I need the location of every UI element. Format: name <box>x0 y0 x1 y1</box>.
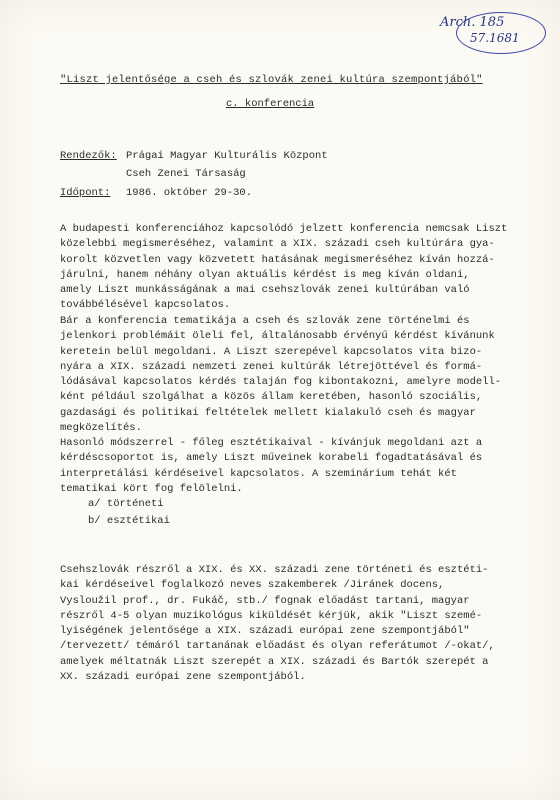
paragraph-line: tematikai kört fog felölelni. <box>60 482 243 495</box>
paragraph-line: lyiségének jelentősége a XIX. századi európai zene szempontjából" <box>60 625 470 638</box>
paragraph-line: /tervezett/ témáról tartanának előadást és olyan referátumot /-okat/, <box>60 640 495 653</box>
paragraph-line: jelenkori problémáit öleli fel, általánosabb érvényű kérdést kívánunk <box>60 330 495 343</box>
paragraph-2 <box>60 314 532 436</box>
date-label <box>60 187 110 199</box>
paragraph-line: közelebbi megismeréséhez, valamint a XIX. századi cseh kultúrára gya- <box>60 238 495 251</box>
paragraph-1 <box>60 222 532 314</box>
paragraph-line: kérdéscsoportot is, amely Liszt műveinek korabeli fogadtatásával és <box>60 452 483 465</box>
list-item-aesthetics: b/ esztétikai <box>88 515 170 527</box>
paragraph-line: kai kérdéseivel foglalkozó neves szakemberek /Jiránek docens, <box>60 579 445 592</box>
paragraph-line: amely Liszt munkásságának a mai csehszlovák zenei kultúrában való <box>60 284 470 297</box>
organizer-line-2: Cseh Zenei Társaság <box>126 168 246 180</box>
date-label-text: Időpont: <box>60 187 111 199</box>
document-subtitle: c. konferencia <box>226 98 315 110</box>
organizers-label <box>60 150 117 162</box>
date-value: 1986. október 29-30. <box>126 187 253 199</box>
paragraph-line: Bár a konferencia tematikája a cseh és szlovák zene történelmi és <box>60 315 470 327</box>
paragraph-line: részről 4-5 olyan muzikológus kiküldését kérjük, akik "Liszt szemé- <box>60 609 483 622</box>
organizers-label-text: Rendezők: <box>60 150 117 162</box>
paragraph-line: interpretálási kérdéseivel kapcsolatos. A szeminárium tehát két <box>60 467 457 480</box>
paragraph-line: Hasonló módszerrel - főleg esztétikaival - kívánjuk megoldani azt a <box>60 437 483 449</box>
document-title: "Liszt jelentősége a cseh és szlovák zenei kultúra szempontjából" <box>60 74 483 86</box>
paragraph-line: továbbélésével kapcsolatos. <box>60 299 231 312</box>
list-item-history: a/ történeti <box>88 498 164 510</box>
paragraph-line: megközelítés. <box>60 422 142 435</box>
stamp-handwritten-text: Arch. 185 <box>440 15 505 30</box>
paragraph-line: A budapesti konferenciához kapcsolódó jelzett konferencia nemcsak Liszt <box>60 223 508 235</box>
organizer-line-1: Prágai Magyar Kulturális Központ <box>126 150 328 162</box>
paragraph-line: ként például szolgálhat a közös állam keretében, hasonló szociális, <box>60 391 483 404</box>
archive-stamp <box>436 8 544 54</box>
paragraph-line: Csehszlovák részről a XIX. és XX. századi zene történeti és esztéti- <box>60 564 489 576</box>
paragraph-4 <box>60 563 532 685</box>
paragraph-line: gazdasági és politikai feltételek mellett kialakuló cseh és magyar <box>60 406 476 419</box>
paragraph-3 <box>60 436 532 497</box>
paragraph-line: lódásával kapcsolatos kérdés talaján fog kibontakozni, amelyre modell- <box>60 376 502 389</box>
paragraph-line: keretein belül megoldani. A Liszt szerepével kapcsolatos vita bizo- <box>60 345 483 358</box>
stamp-handwriting <box>436 8 544 54</box>
paragraph-line: amelyek méltatnák Liszt szerepét a XIX. századi és Bartók szerepét a <box>60 655 489 668</box>
paragraph-line: nyára a XIX. századi nemzeti zenei kultúrák létrejöttével és formá- <box>60 360 483 373</box>
paragraph-line: XX. századi európai zene szempontjából. <box>60 671 306 684</box>
paragraph-line: járulni, hanem néhány olyan aktuális kérdést is meg kíván oldani, <box>60 268 470 281</box>
paragraph-line: korolt közvetlen vagy közvetett hatásának megismeréséhez kíván hozzá- <box>60 253 495 266</box>
paragraph-line: Vysloužil prof., dr. Fukáč, stb./ fognak előadást tartani, magyar <box>60 594 470 607</box>
stamp-number-text: 57.1681 <box>470 31 520 45</box>
